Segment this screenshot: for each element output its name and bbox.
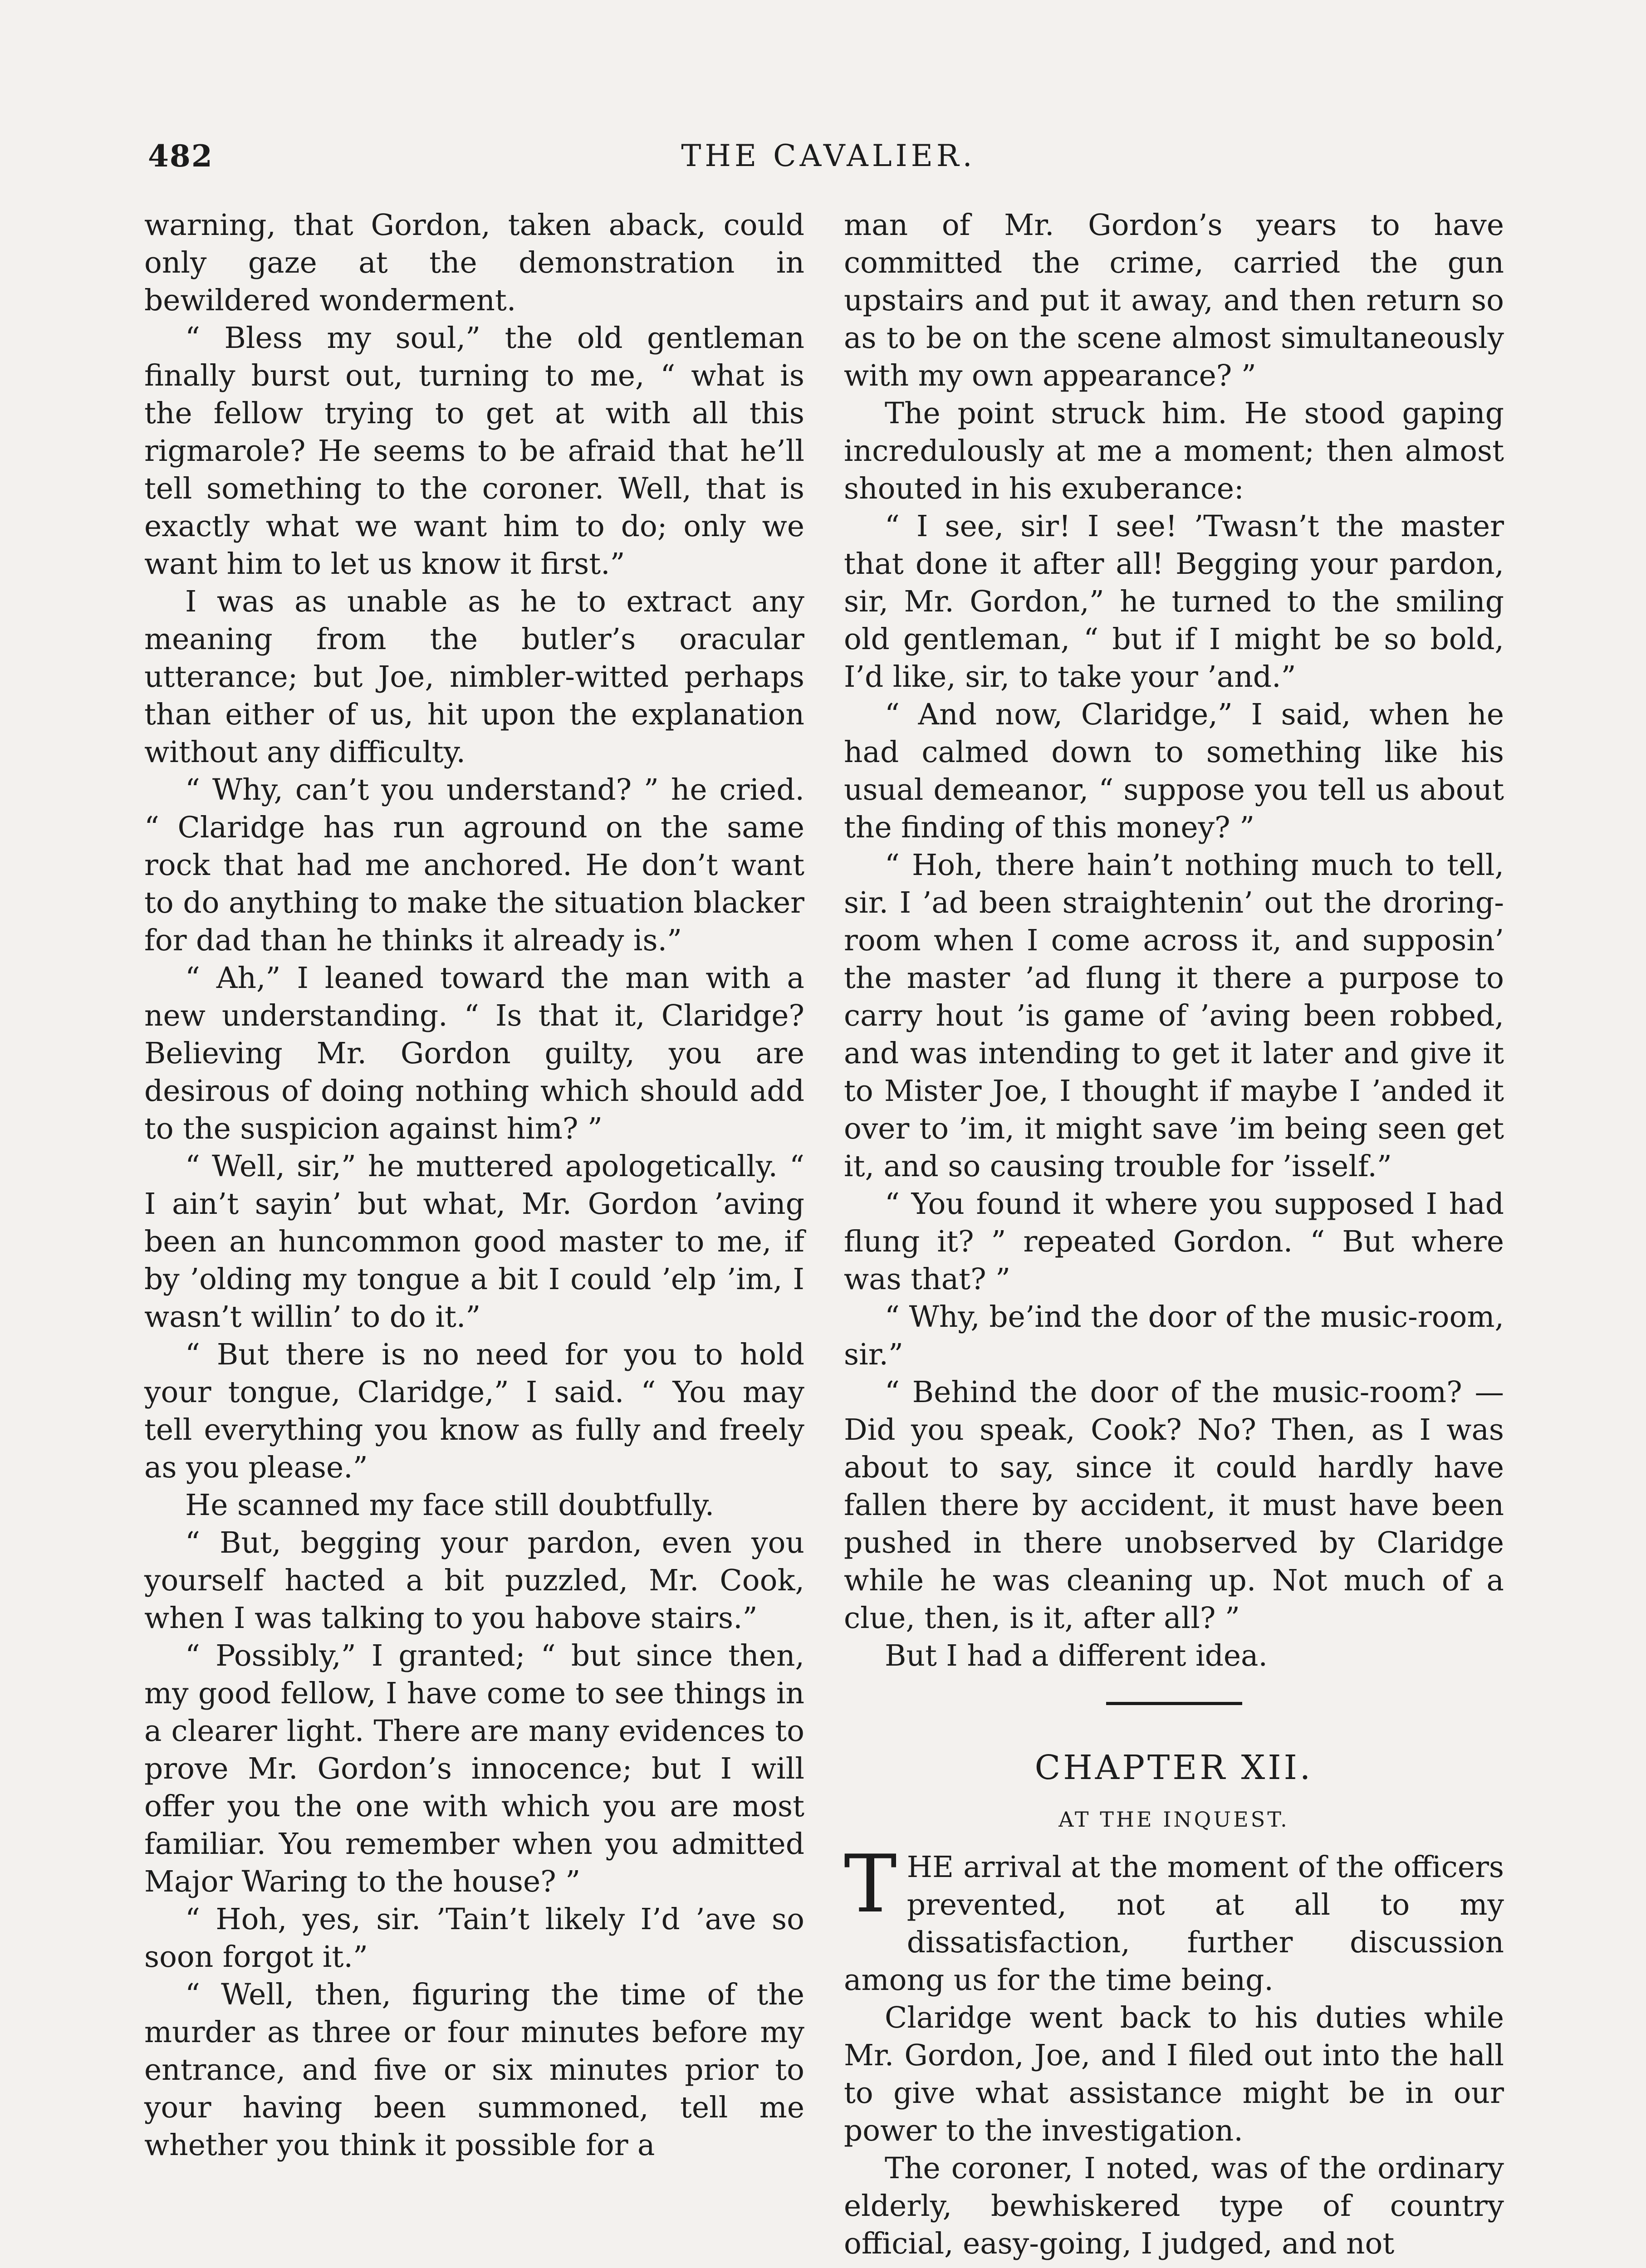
paragraph: man of Mr. Gordon’s years to have committed the crime, carried the gun upstairs and put it away, and then return so as to be on the scene almost simultaneously with my own appearance? ”: [844, 208, 1504, 393]
paragraph: “ Ah,” I leaned toward the man with a new understanding. “ Is that it, Claridge? Believing Mr. Gordon guilty, you are desirous of doing nothing which should add to the suspicion against him? ”: [144, 961, 804, 1146]
paragraph: “ Why, be’ind the door of the music-room, sir.”: [844, 1300, 1504, 1372]
page-number: 482: [148, 138, 213, 174]
chapter-subtitle: AT THE INQUEST.: [1058, 1807, 1289, 1832]
paragraph: “ Why, can’t you understand? ” he cried. “ Claridge has run aground on the same rock that had me anchored. He don’t want to do anything to make the situation blacker for dad than he thinks it already is.”: [144, 773, 804, 958]
paragraph: The point struck him. He stood gaping incredulously at me a moment; then almost shouted in his exuberance:: [844, 396, 1504, 506]
running-title: THE CAVALIER.: [681, 138, 976, 173]
paragraph: HE arrival at the moment of the officers prevented, not at all to my dissatisfaction, further discussion among us for the time being.: [844, 1850, 1504, 1997]
right-column: [844, 206, 1504, 2263]
drop-cap: T: [844, 1838, 897, 1931]
paragraph: warning, that Gordon, taken aback, could only gaze at the demonstration in bewildered wonderment.: [144, 208, 804, 318]
paragraph: I was as unable as he to extract any meaning from the butler’s oracular utterance; but Joe, nimbler-witted perhaps than either of us, hit upon the explanation without any difficulty.: [144, 585, 804, 769]
paragraph: “ You found it where you supposed I had flung it? ” repeated Gordon. “ But where was that? ”: [844, 1187, 1504, 1296]
page-header: [144, 138, 1513, 193]
paragraph: “ I see, sir! I see! ’Twasn’t the master that done it after all! Begging your pardon, sir, Mr. Gordon,” he turned to the smiling old gentleman, “ but if I might be so bold, I’d like, sir, to take your ’and.”: [844, 509, 1504, 694]
paragraph: “ Behind the door of the music-room? —Did you speak, Cook? No? Then, as I was about to say, since it could hardly have fallen there by accident, it must have been pushed in there unobserved by Claridge while he was cleaning up. Not much of a clue, then, is it, after all? ”: [844, 1375, 1504, 1635]
paragraph: “ Well, sir,” he muttered apologetically. “ I ain’t sayin’ but what, Mr. Gordon ’aving been an huncommon good master to me, if by ’olding my tongue a bit I could ’elp ’im, I wasn’t willin’ to do it.”: [144, 1149, 804, 1334]
left-column: [144, 206, 804, 2164]
chapter-opening: [844, 1838, 1504, 1999]
paragraph: “ Well, then, figuring the time of the murder as three or four minutes before my entrance, and five or six minutes prior to your having been summoned, tell me whether you think it possible for a: [144, 1978, 804, 2162]
section-divider: [1106, 1702, 1242, 1705]
paragraph: He scanned my face still doubtfully.: [185, 1488, 715, 1522]
paragraph: But I had a different idea.: [885, 1639, 1268, 1673]
paragraph: “ And now, Claridge,” I said, when he had calmed down to something like his usual demeanor, “ suppose you tell us about the finding of this money? ”: [844, 698, 1504, 845]
paragraph: “ Hoh, yes, sir. ’Tain’t likely I’d ’ave so soon forgot it.”: [144, 1902, 804, 1974]
chapter-title: CHAPTER XII.: [1034, 1748, 1313, 1787]
paragraph: “ But, begging your pardon, even you yourself hacted a bit puzzled, Mr. Cook, when I was talking to you habove stairs.”: [144, 1526, 804, 1635]
paragraph: The coroner, I noted, was of the ordinary elderly, bewhiskered type of country official, easy-going, I judged, and not: [844, 2151, 1504, 2261]
paragraph: “ Bless my soul,” the old gentleman finally burst out, turning to me, “ what is the fellow trying to get at with all this rigmarole? He seems to be afraid that he’ll tell something to the coroner. Well, that is exactly what we want him to do; only we want him to let us know it first.”: [144, 321, 804, 581]
paragraph: “ Possibly,” I granted; “ but since then, my good fellow, I have come to see things in a clearer light. There are many evidences to prove Mr. Gordon’s innocence; but I will offer you the one with which you are most familiar. You remember when you admitted Major Waring to the house? ”: [144, 1639, 804, 1899]
paragraph: “ Hoh, there hain’t nothing much to tell, sir. I ’ad been straightenin’ out the droring-room when I come across it, and supposin’ the master ’ad flung it there a purpose to carry hout ’is game of ’aving been robbed, and was intending to get it later and give it to Mister Joe, I thought if maybe I ’anded it over to ’im, it might save ’im being seen get it, and so causing trouble for ’isself.”: [844, 848, 1504, 1183]
paragraph: Claridge went back to his duties while Mr. Gordon, Joe, and I filed out into the hall to give what assistance might be in our power to the investigation.: [844, 2001, 1504, 2148]
paragraph: “ But there is no need for you to hold your tongue, Claridge,” I said. “ You may tell everything you know as fully and freely as you please.”: [144, 1338, 804, 1485]
